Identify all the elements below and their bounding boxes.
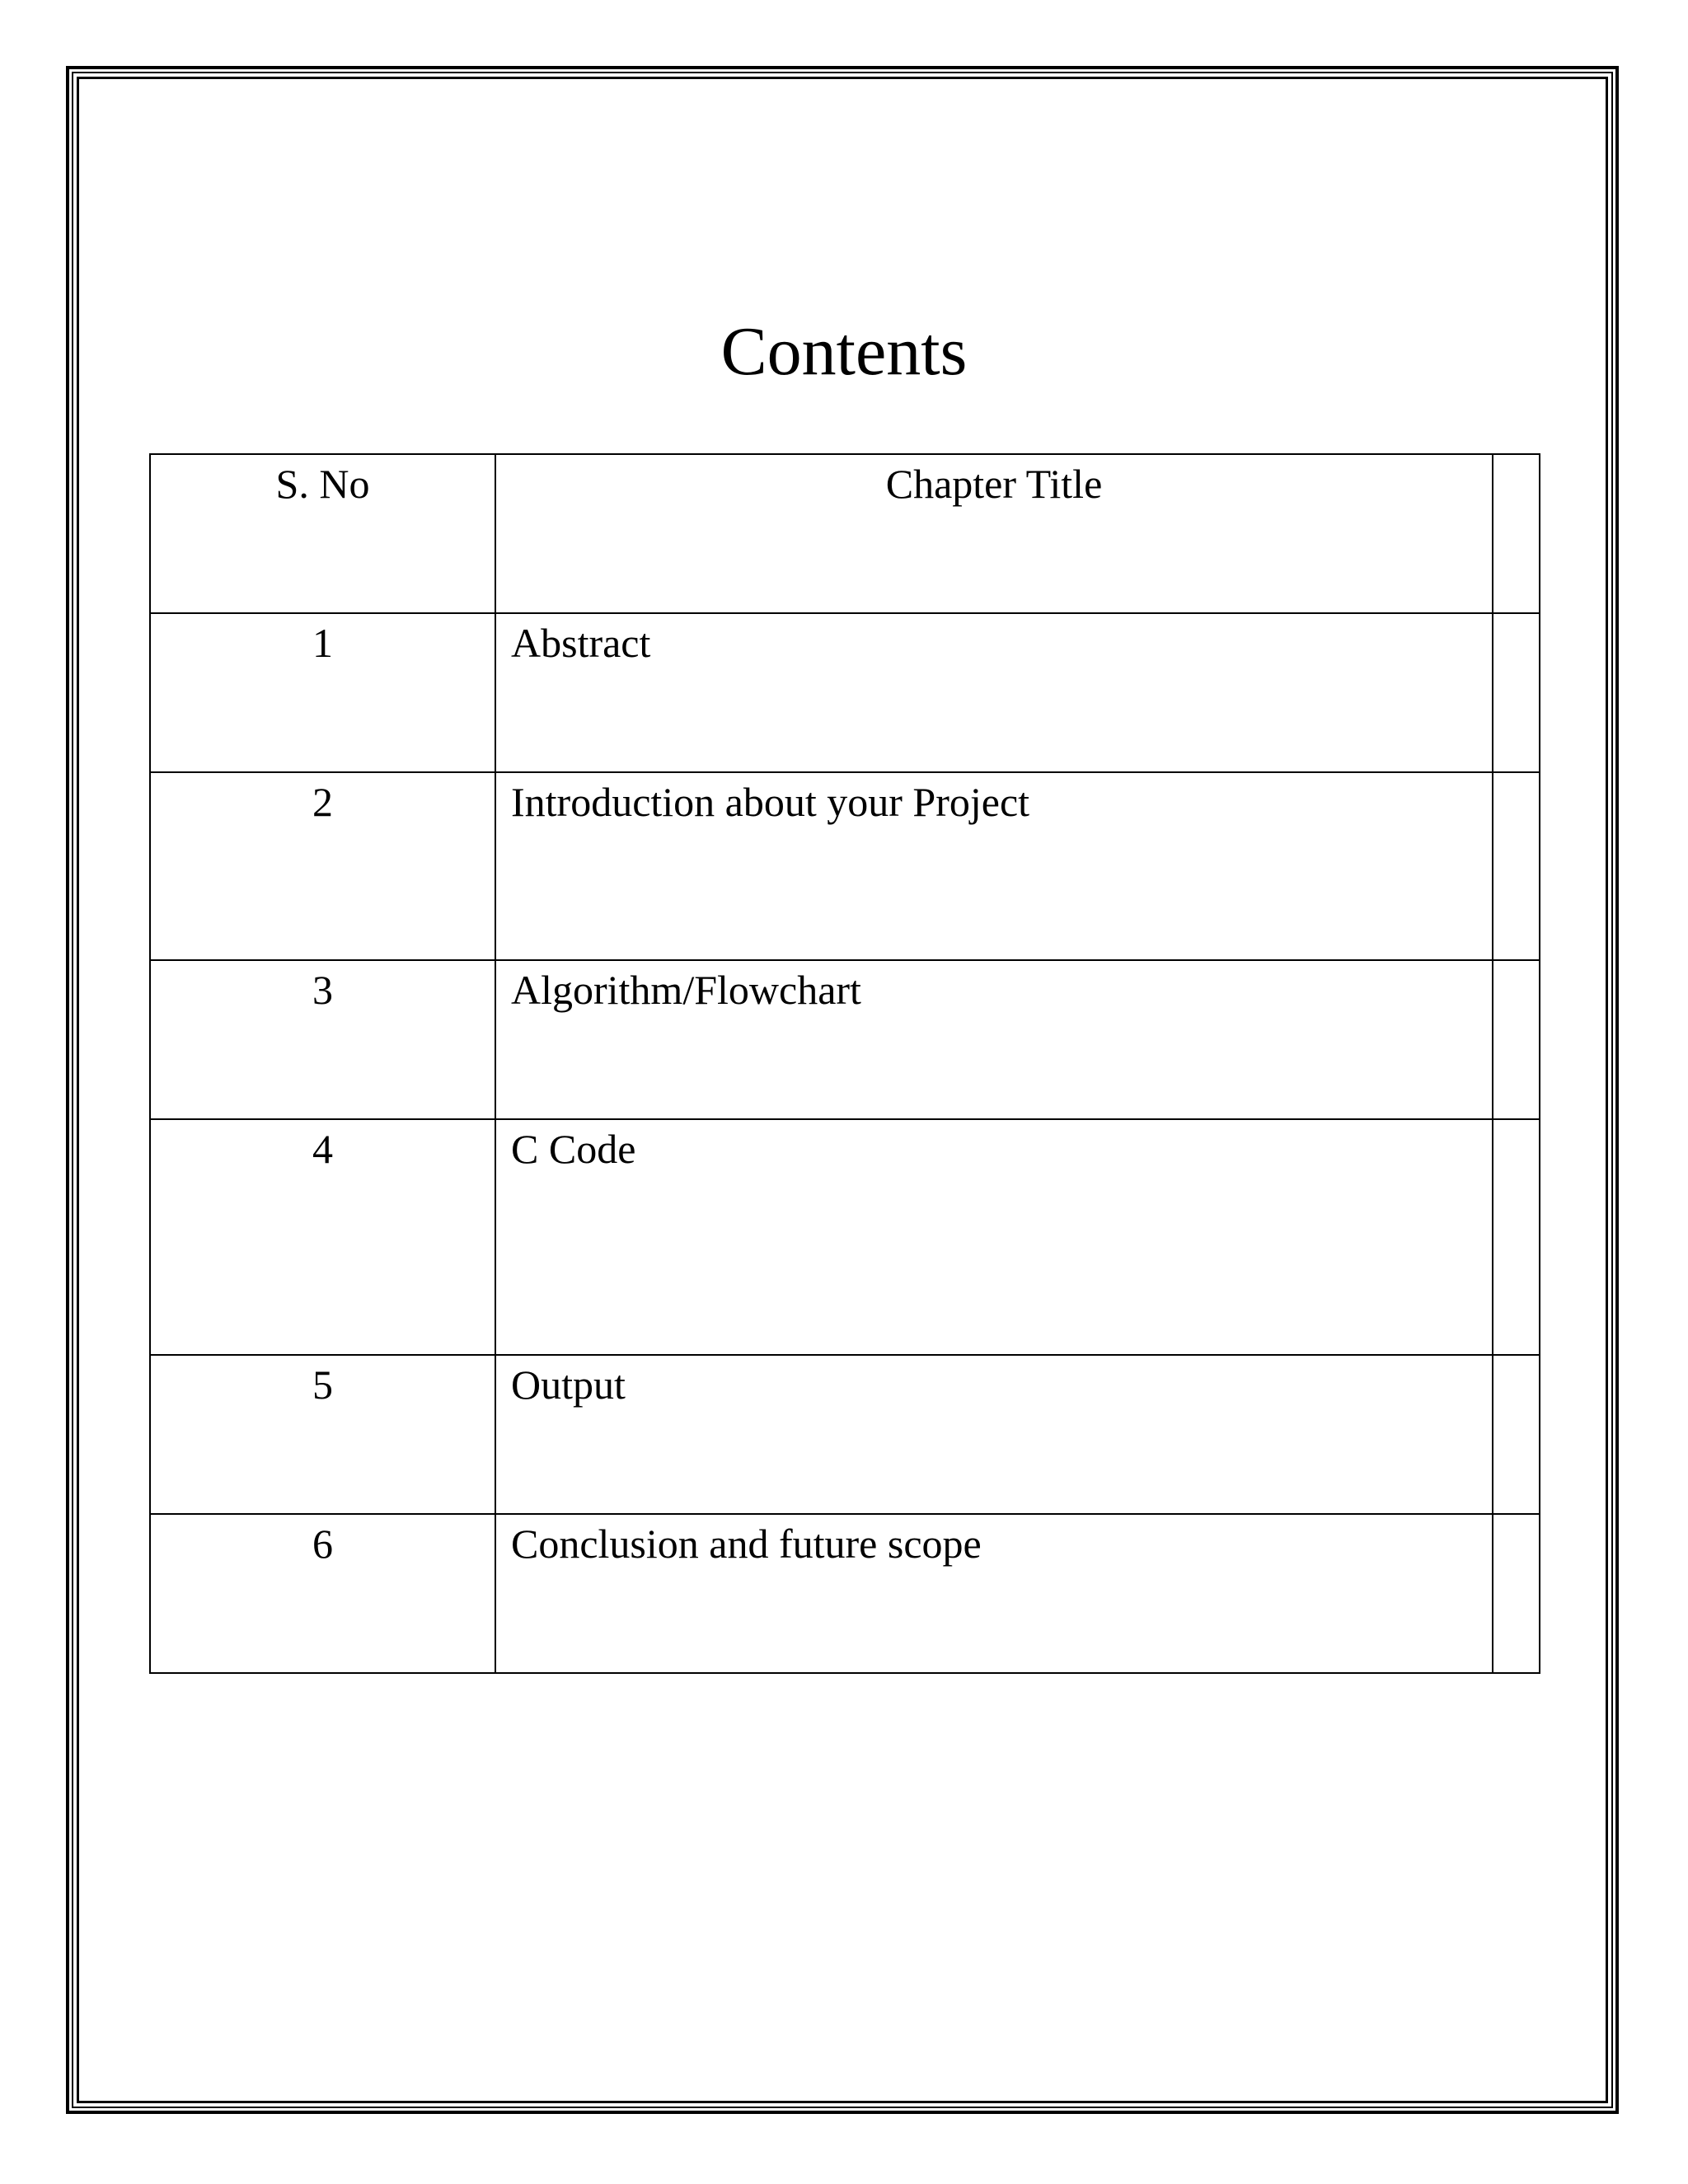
row-page <box>1493 960 1540 1119</box>
header-sno: S. No <box>150 454 495 613</box>
row-page <box>1493 613 1540 772</box>
row-chapter-title: Conclusion and future scope <box>495 1514 1493 1673</box>
row-chapter-title: Output <box>495 1355 1493 1514</box>
row-sno: 5 <box>150 1355 495 1514</box>
page-title: Contents <box>720 313 968 390</box>
row-chapter-title: C Code <box>495 1119 1493 1355</box>
row-sno: 3 <box>150 960 495 1119</box>
row-chapter-title: Algorithm/Flowchart <box>495 960 1493 1119</box>
table-row <box>150 613 1540 772</box>
table-row <box>150 772 1540 960</box>
row-page <box>1493 772 1540 960</box>
table-row <box>150 960 1540 1119</box>
row-sno: 1 <box>150 613 495 772</box>
row-sno: 2 <box>150 772 495 960</box>
header-page <box>1493 454 1540 613</box>
contents-table <box>149 453 1540 1674</box>
table-row <box>150 1514 1540 1673</box>
row-page <box>1493 1355 1540 1514</box>
row-page <box>1493 1514 1540 1673</box>
table-header-row <box>150 454 1540 613</box>
table-row <box>150 1355 1540 1514</box>
header-chapter-title: Chapter Title <box>495 454 1493 613</box>
row-sno: 4 <box>150 1119 495 1355</box>
row-sno: 6 <box>150 1514 495 1673</box>
row-chapter-title: Introduction about your Project <box>495 772 1493 960</box>
table-row <box>150 1119 1540 1355</box>
row-page <box>1493 1119 1540 1355</box>
row-chapter-title: Abstract <box>495 613 1493 772</box>
